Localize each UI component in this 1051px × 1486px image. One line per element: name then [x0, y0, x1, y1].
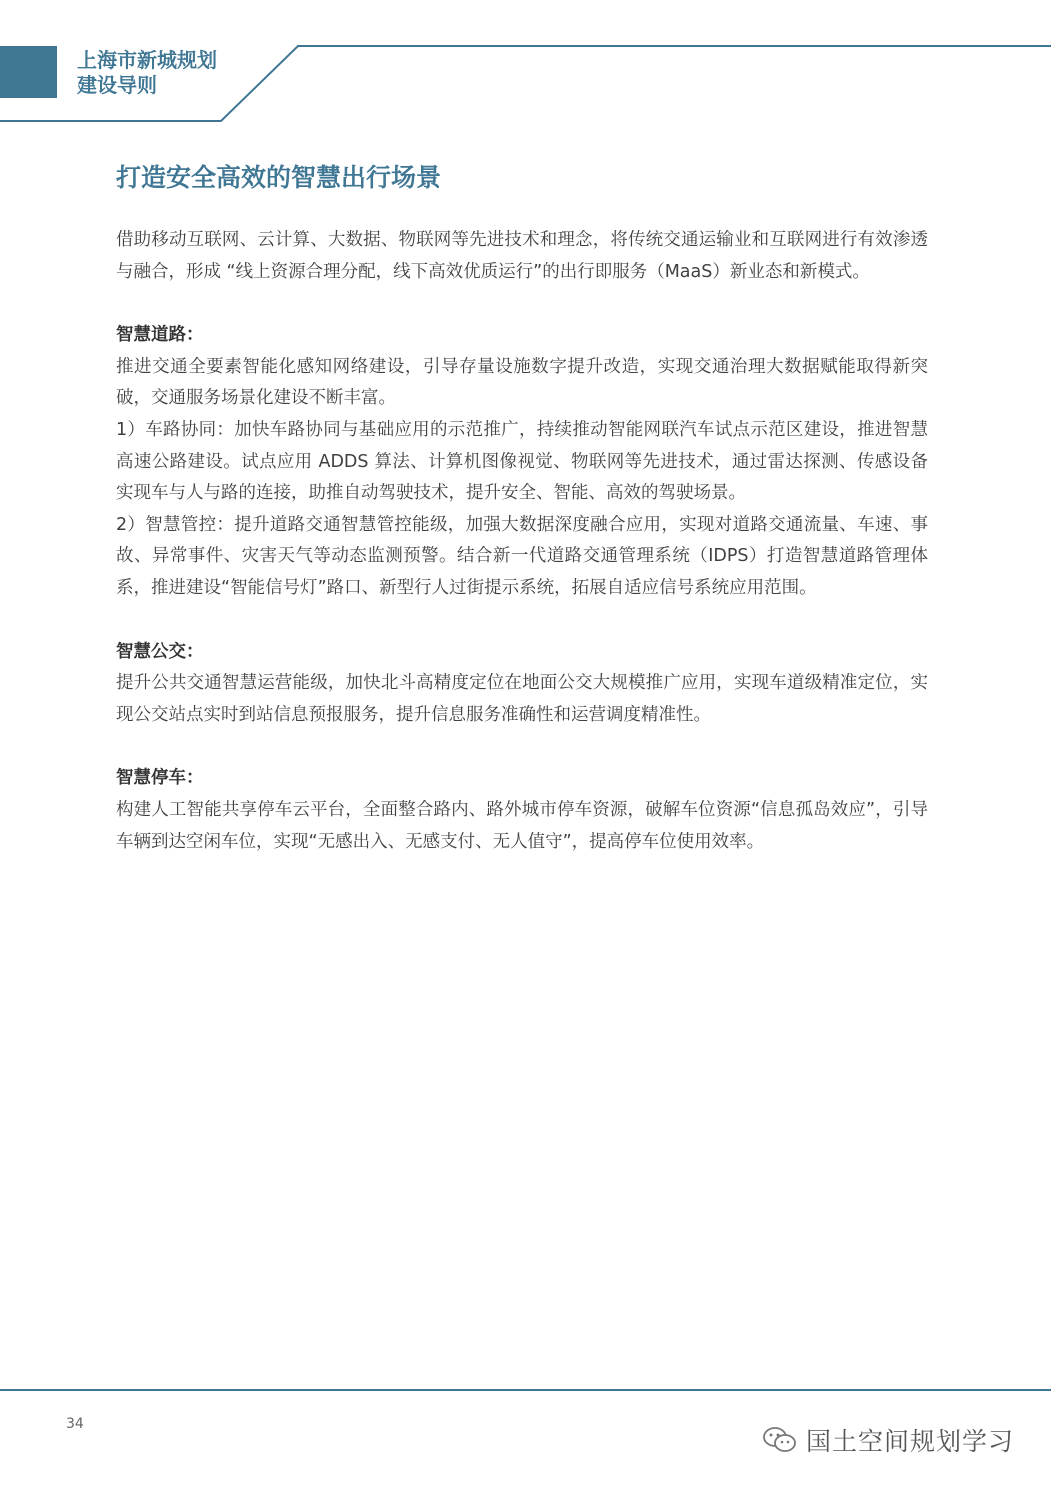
smart-parking-text: 构建人工智能共享停车云平台，全面整合路内、路外城市停车资源，破解车位资源“信息孤岛效应”，引导车辆到达空闲车位，实现“无感出入、无感支付、无人值守”，提高停车位使用效率。: [116, 799, 928, 852]
wechat-icon: [762, 1425, 798, 1455]
smart-parking-heading: 智慧停车：: [116, 768, 204, 789]
smart-bus-text: 提升公共交通智慧运营能级，加快北斗高精度定位在地面公交大规模推广应用，实现车道级精准定位，实现公交站点实时到站信息预报服务，提升信息服务准确性和运营调度精准性。: [116, 673, 928, 725]
header-title-line2: 建设导则: [77, 73, 157, 97]
watermark: [762, 1422, 1014, 1458]
smart-road-text: 推进交通全要素智能化感知网络建设，引导存量设施数字提升改造，实现交通治理大数据赋能取得新突破，交通服务场景化建设不断丰富。: [116, 356, 928, 409]
header-decoration-lines: [0, 0, 1051, 130]
intro-paragraph: 借助移动互联网、云计算、大数据、物联网等先进技术和理念，将传统交通运输业和互联网进行有效渗透与融合，形成 “线上资源合理分配，线下高效优质运行”的出行即服务（MaaS）新业态和新模式。: [116, 230, 928, 282]
header-title-line1: 上海市新城规划: [77, 48, 217, 72]
section-title: 打造安全高效的智慧出行场景: [116, 163, 442, 192]
watermark-text: 国土空间规划学习: [806, 1427, 1015, 1456]
smart-road-item-2: 2）智慧管控：提升道路交通智慧管控能级，加强大数据深度融合应用，实现对道路交通流量、车速、事故、异常事件、灾害天气等动态监测预警。结合新一代道路交通管理系统（IDPS）打造智慧道路管理体系，推进建设“智能信号灯”路口、新型行人过街提示系统，拓展自适应信号系统应用范围。: [116, 514, 928, 598]
page-number: 34: [66, 1416, 84, 1432]
content-body: [116, 225, 928, 858]
footer-divider: [0, 1389, 1051, 1391]
smart-road-item-1: 1）车路协同：加快车路协同与基础应用的示范推广，持续推动智能网联汽车试点示范区建设，推进智慧高速公路建设。试点应用 ADDS 算法、计算机图像视觉、物联网等先进技术，通过雷达探测、传感设备实现车与人与路的连接，助推自动驾驶技术，提升安全、智能、高效的驾驶场景。: [116, 419, 928, 504]
smart-road-heading: 智慧道路：: [116, 325, 204, 346]
smart-bus-heading: 智慧公交：: [116, 641, 204, 662]
